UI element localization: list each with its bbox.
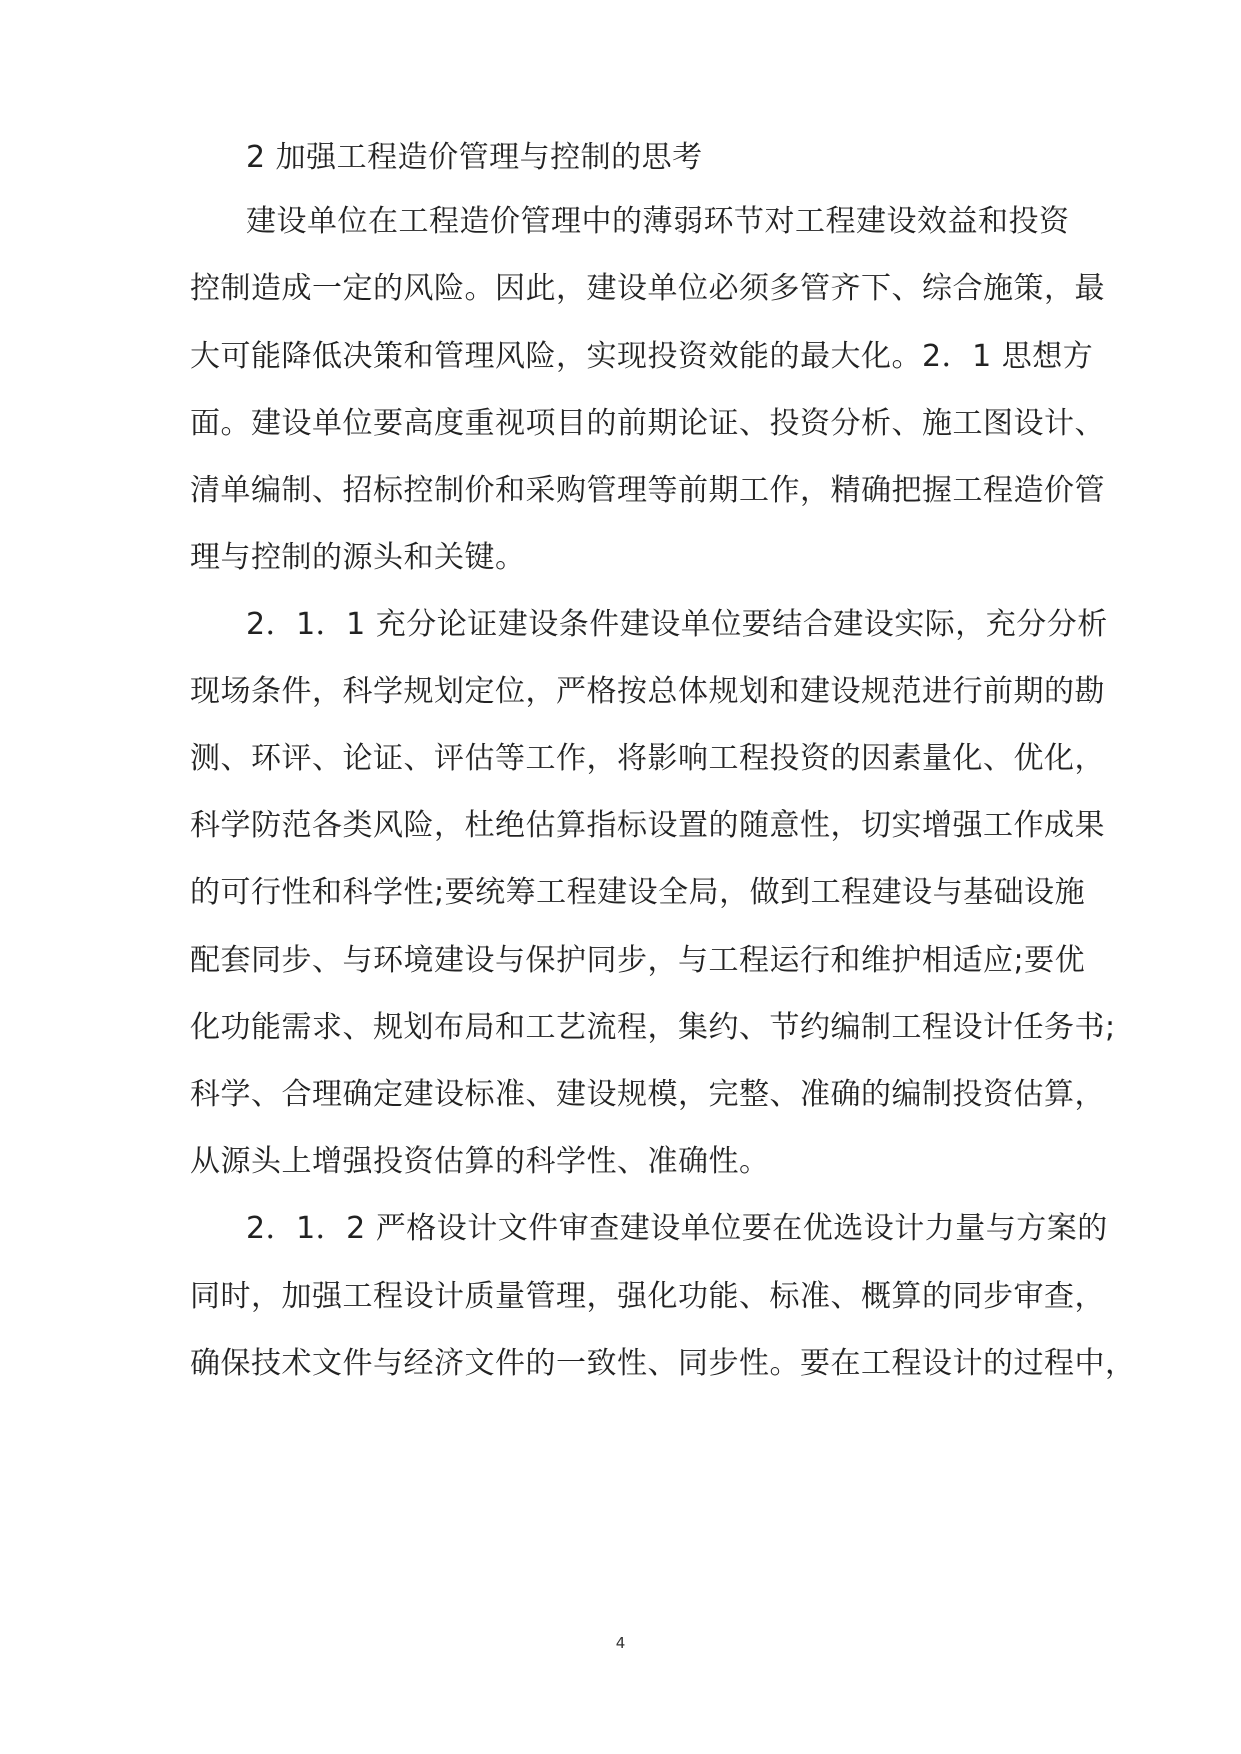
paragraph-2-line-1: 2．1．1 充分论证建设条件建设单位要结合建设实际，充分分析	[246, 607, 1108, 642]
page-number: 4	[615, 1634, 626, 1652]
paragraph-1-line-6: 理与控制的源头和关键。	[190, 540, 526, 575]
paragraph-2-line-9: 从源头上增强投资估算的科学性、准确性。	[190, 1144, 770, 1179]
paragraph-3-line-1: 2．1．2 严格设计文件审查建设单位要在优选设计力量与方案的	[246, 1211, 1108, 1246]
section-heading: 2 加强工程造价管理与控制的思考	[246, 140, 703, 175]
paragraph-2-line-5: 的可行性和科学性;要统筹工程建设全局，做到工程建设与基础设施	[190, 875, 1086, 910]
paragraph-1-line-2: 控制造成一定的风险。因此，建设单位必须多管齐下、综合施策，最	[190, 271, 1105, 306]
paragraph-3-line-2: 同时，加强工程设计质量管理，强化功能、标准、概算的同步审查，	[190, 1279, 1105, 1314]
paragraph-1-line-1: 建设单位在工程造价管理中的薄弱环节对工程建设效益和投资	[246, 204, 1070, 239]
paragraph-2-line-2: 现场条件，科学规划定位，严格按总体规划和建设规范进行前期的勘	[190, 674, 1105, 709]
paragraph-2-line-3: 测、环评、论证、评估等工作，将影响工程投资的因素量化、优化，	[190, 741, 1105, 776]
paragraph-1-line-3: 大可能降低决策和管理风险，实现投资效能的最大化。2．1 思想方	[190, 339, 1094, 374]
paragraph-3-line-3: 确保技术文件与经济文件的一致性、同步性。要在工程设计的过程中，	[190, 1346, 1136, 1381]
paragraph-2-line-6: 配套同步、与环境建设与保护同步，与工程运行和维护相适应;要优	[190, 943, 1086, 978]
paragraph-1-line-5: 清单编制、招标控制价和采购管理等前期工作，精确把握工程造价管	[190, 473, 1105, 508]
paragraph-2-line-4: 科学防范各类风险，杜绝估算指标设置的随意性，切实增强工作成果	[190, 808, 1105, 843]
paragraph-2-line-8: 科学、合理确定建设标准、建设规模，完整、准确的编制投资估算，	[190, 1077, 1105, 1112]
paragraph-1-line-4: 面。建设单位要高度重视项目的前期论证、投资分析、施工图设计、	[190, 406, 1105, 441]
paragraph-2-line-7: 化功能需求、规划布局和工艺流程，集约、节约编制工程设计任务书;	[190, 1010, 1116, 1045]
